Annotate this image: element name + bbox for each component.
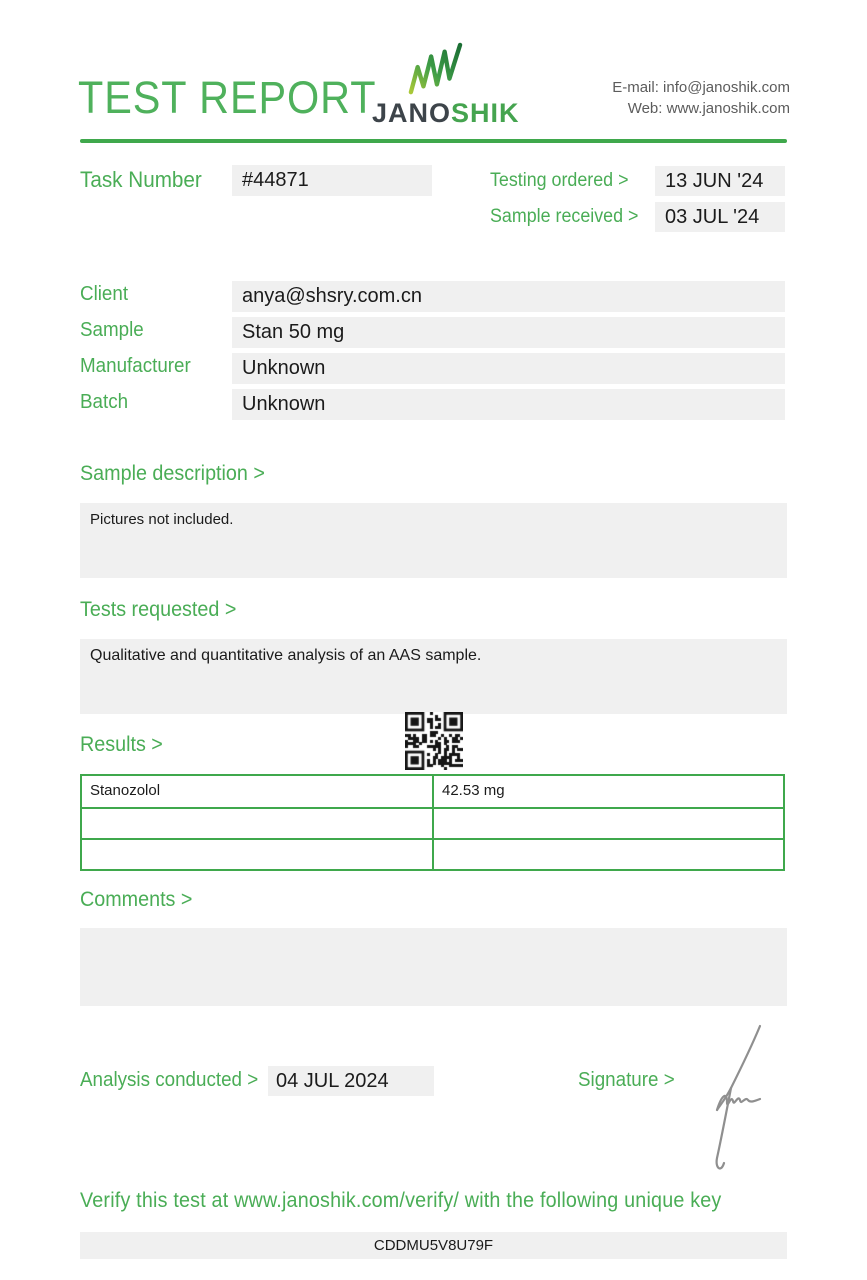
email-label: E-mail: <box>612 79 659 96</box>
testing-ordered-field <box>655 166 785 196</box>
results-row-3 <box>82 838 783 869</box>
client-field <box>232 281 785 312</box>
result-amount-3 <box>434 840 783 869</box>
client-label: Client <box>80 283 129 305</box>
sample-description-box <box>80 503 787 578</box>
logo-wordmark <box>372 98 520 129</box>
comments-value <box>80 928 787 944</box>
task-number-field <box>232 165 432 196</box>
analysis-conducted-field <box>268 1066 434 1096</box>
client-value: anya@shsry.com.cn <box>242 285 422 307</box>
sample-received-value: 03 JUL '24 <box>665 206 760 228</box>
manufacturer-value: Unknown <box>242 357 326 379</box>
signature-label: Signature > <box>578 1069 675 1091</box>
result-substance-1: Stanozolol <box>82 776 434 807</box>
logo-text-jano: JANO <box>372 98 452 128</box>
result-substance-3 <box>82 840 434 869</box>
batch-label: Batch <box>80 391 129 413</box>
signature-scribble <box>698 1022 773 1174</box>
result-amount-2 <box>434 809 783 838</box>
analysis-conducted-value: 04 JUL 2024 <box>276 1070 389 1092</box>
testing-ordered-value: 13 JUN '24 <box>665 170 764 192</box>
logo-text-shik: SHIK <box>451 98 520 128</box>
web-value: www.janoshik.com <box>666 100 790 117</box>
result-substance-2 <box>82 809 434 838</box>
sample-field <box>232 317 785 348</box>
task-number-value: #44871 <box>242 169 309 191</box>
comments-label: Comments > <box>80 888 193 911</box>
batch-value: Unknown <box>242 393 326 415</box>
tests-requested-label: Tests requested > <box>80 598 237 621</box>
tests-requested-value: Qualitative and quantitative analysis of an AAS sample. <box>90 647 482 664</box>
verify-text: Verify this test at www.janoshik.com/verify/ with the following unique key <box>80 1189 722 1212</box>
sample-value: Stan 50 mg <box>242 321 345 343</box>
chart-trend-icon <box>404 42 466 96</box>
contact-web-line <box>612 98 790 119</box>
qr-code <box>405 712 463 770</box>
janoshik-logo <box>372 42 520 129</box>
header-divider <box>80 139 787 143</box>
verify-key-value: CDDMU5V8U79F <box>373 1237 494 1254</box>
results-row-2 <box>82 807 783 838</box>
web-label: Web: <box>627 100 663 117</box>
contact-email-line <box>612 77 790 98</box>
verify-key-box <box>80 1232 787 1259</box>
tests-requested-box <box>80 639 787 714</box>
analysis-conducted-label: Analysis conducted > <box>80 1069 259 1091</box>
sample-description-label: Sample description > <box>80 462 265 485</box>
manufacturer-label: Manufacturer <box>80 355 191 377</box>
result-amount-1: 42.53 mg <box>442 782 505 799</box>
comments-box <box>80 928 787 1006</box>
batch-field <box>232 389 785 420</box>
page-title: TEST REPORT <box>78 72 377 123</box>
sample-received-field <box>655 202 785 232</box>
contact-info <box>612 77 790 119</box>
testing-ordered-label: Testing ordered > <box>490 170 629 191</box>
sample-label: Sample <box>80 319 144 341</box>
task-number-label: Task Number <box>80 167 202 192</box>
results-row-1 <box>82 776 783 807</box>
results-table <box>80 774 785 871</box>
sample-description-value: Pictures not included. <box>90 511 234 528</box>
email-value: info@janoshik.com <box>663 79 790 96</box>
sample-received-label: Sample received > <box>490 206 639 227</box>
results-label: Results > <box>80 733 163 756</box>
manufacturer-field <box>232 353 785 384</box>
